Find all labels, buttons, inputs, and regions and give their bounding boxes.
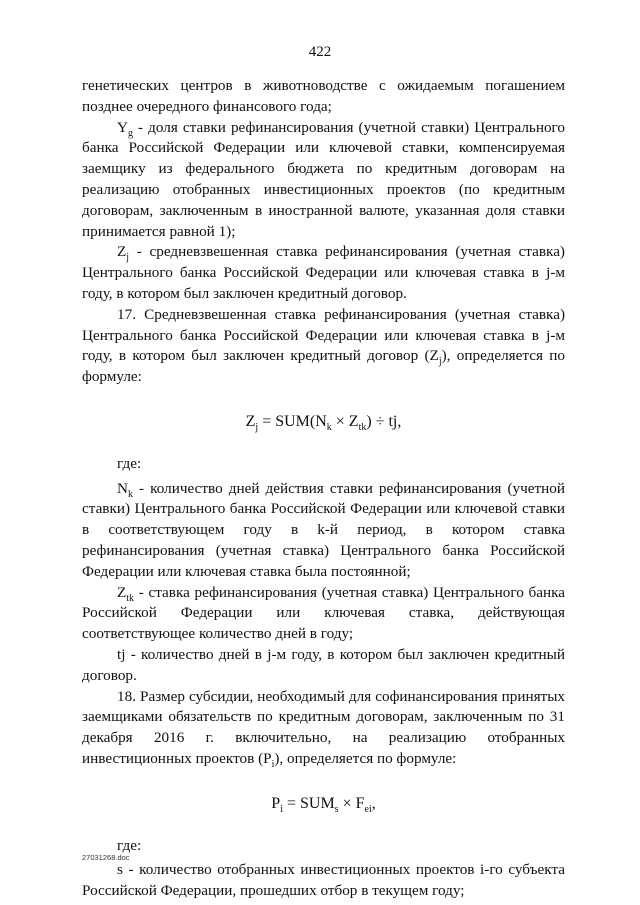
p17-end: ), определяется по формуле: [82, 347, 565, 386]
formula-pi [82, 794, 565, 815]
formula2-times: × F [338, 794, 365, 812]
paragraph-s-definition: s - количество отобранных инвестиционных проектов i-го субъекта Российской Федерации, прошедших отбор в текущем году; [82, 861, 565, 900]
formula1-mid: = SUM(N [258, 412, 327, 430]
formula2-f-sub: ei [364, 803, 372, 815]
formula2-lhs: P [271, 794, 281, 812]
paragraph-yg-definition [82, 118, 565, 243]
paragraph-18 [82, 687, 565, 770]
formula1-n-sub: k [326, 422, 332, 434]
ztk-text: - ставка рефинансирования (учетная ставка) Центрального банка Российской Федерации или ключевая ставка, действующая соответствующее количество дней в году; [82, 583, 565, 643]
paragraph-ztk-definition [82, 583, 565, 645]
paragraph-tj-definition: tj - количество дней в j-м году, в котором был заключен кредитный договор. [82, 645, 565, 684]
p17-text: 17. Средневзвешенная ставка рефинансирования (учетная ставка) Центрального банка Российской Федерации или ключевая ставка в j-м году, в котором был заключен кредитный договор (Z [82, 305, 565, 365]
var-ztk: Z [117, 583, 127, 601]
formula-zj [82, 412, 565, 433]
var-n: N [117, 479, 128, 497]
document-footer-filename: 27031268.doc [82, 853, 130, 862]
p18-end: ), определяется по формуле: [274, 749, 457, 767]
var-y: Y [117, 118, 128, 136]
zj-text: - средневзвешенная ставка рефинансирования (учетная ставка) Центрального банка Российской Федерации или ключевая ставка в j-м году, в котором был заключен кредитный договор. [82, 243, 565, 302]
page-number: 422 [308, 44, 332, 60]
var-z: Z [117, 243, 127, 261]
p18-sub: i [271, 758, 275, 770]
formula1-end: ) ÷ tj, [366, 412, 402, 430]
var-y-sub: g [127, 127, 133, 139]
formula1-z-sub: tk [358, 422, 367, 434]
paragraph-1: генетических центров в животноводстве с ожидаемым погашением позднее очередного финансового года; [82, 77, 565, 115]
var-z-sub: j [126, 252, 130, 264]
var-ztk-sub: tk [126, 592, 135, 604]
paragraph-nk-definition [82, 479, 565, 583]
nk-text: - количество дней действия ставки рефинансирования (учетной ставки) Центрального банка Российской Федерации или ключевой ставки в соответствующем году в k-й период, в котором ставка рефинансирования (учетная ставка) Центрального банка Российской Федерации или ключевая ставка была постоянной; [82, 479, 565, 580]
where-label-1: где: [117, 454, 142, 472]
p18-text: 18. Размер субсидии, необходимый для софинансирования принятых заемщиками обязательств по кредитным договорам, заключенным по 31 декабря 2016 г. включительно, на реализацию отобранных инвестиционных проектов (P [82, 687, 565, 767]
yg-text: - доля ставки рефинансирования (учетной ставки) Центрального банка Российской Федерации или ключевой ставки, компенсируемая заемщику из федерального бюджета по кредитным договорам на реализацию отобранных инвестиционных проектов (по кредитным договорам, заключенным в иностранной валюте, указанная доля ставки принимается равной 1); [82, 118, 565, 240]
formula1-lhs-sub: j [255, 422, 259, 434]
where-label-2: где: [117, 836, 142, 854]
formula1-times: × Z [331, 412, 359, 430]
paragraph-zj-definition [82, 242, 565, 304]
formula2-mid: = SUM [282, 794, 335, 812]
formula1-lhs: Z [245, 412, 256, 430]
document-body [82, 76, 565, 902]
var-n-sub: k [127, 488, 133, 500]
p17-sub: j [438, 356, 442, 368]
formula2-lhs-sub: i [280, 803, 283, 815]
formula2-end: , [371, 794, 376, 812]
paragraph-17 [82, 305, 565, 388]
formula2-s-sub: s [334, 803, 339, 815]
